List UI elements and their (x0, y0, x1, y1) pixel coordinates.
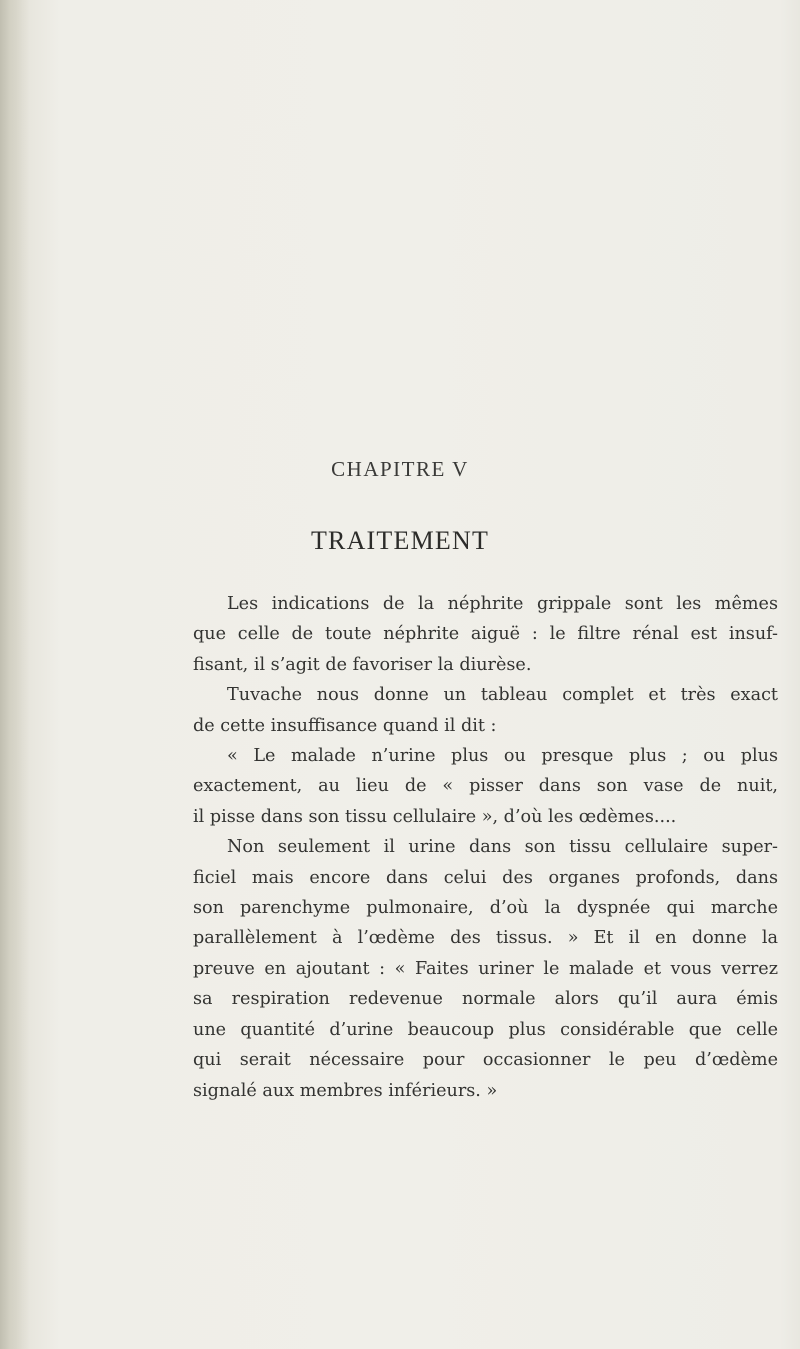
text-line: preuve en ajoutant : « Faites uriner le malade et vous verrez (193, 958, 778, 979)
body-text (193, 589, 778, 1106)
text-line: Tuvache nous donne un tableau complet et très exact (227, 685, 778, 706)
text-line: Les indications de la néphrite grippale sont les mêmes (227, 594, 778, 614)
page-binding-shadow (0, 0, 30, 1349)
text-line: de cette insuffisance quand il dit : (193, 715, 497, 736)
text-line: son parenchyme pulmonaire, d’où la dyspnée qui marche (193, 898, 778, 919)
text-line: sa respiration redevenue normale alors qu’il aura émis (193, 989, 778, 1010)
section-title: TRAITEMENT (310, 526, 490, 555)
text-line: exactement, au lieu de « pisser dans son vase de nuit, (193, 776, 778, 797)
text-line: une quantité d’urine beaucoup plus considérable que celle (193, 1019, 778, 1040)
chapter-heading: CHAPITRE V (331, 457, 469, 481)
text-line: il pisse dans son tissu cellulaire », d’où les œdèmes.... (193, 806, 677, 827)
text-line: signalé aux membres inférieurs. » (193, 1080, 498, 1101)
text-line: qui serait nécessaire pour occasionner le peu d’œdème (193, 1050, 778, 1071)
text-line: « Le malade n’urine plus ou presque plus ; ou plus (227, 746, 778, 767)
text-line: ficiel mais encore dans celui des organes profonds, dans (193, 867, 778, 888)
text-line: fisant, il s’agit de favoriser la diurèse. (193, 654, 532, 675)
text-line: parallèlement à l’œdème des tissus. » Et il en donne la (193, 928, 778, 949)
text-line: Non seulement il urine dans son tissu cellulaire super- (227, 837, 778, 858)
text-line: que celle de toute néphrite aiguë : le filtre rénal est insuf- (193, 624, 778, 645)
